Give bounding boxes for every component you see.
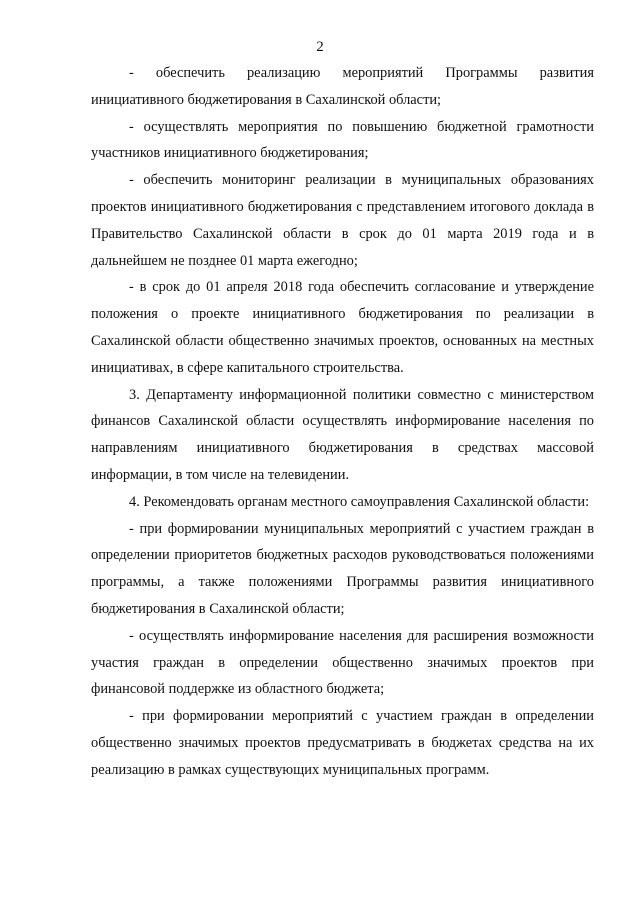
paragraph-department-info-policy: 3. Департаменту информационной политики совместно с министерством финансов Сахалинской области осуществлять информирование населения по направлениям инициативного бюджетирования в средствах массовой информации, в том числе на телевидении. (91, 386, 594, 483)
paragraph-regulation-approval: - в срок до 01 апреля 2018 года обеспечить согласование и утверждение положения о проекте инициативного бюджетирования по реализации в Сахалинской области общественно значимых проектов, основанных на местных инициативах, в сфере капитального строительства. (91, 279, 594, 376)
paragraph-inform-population: - осуществлять информирование населения для расширения возможности участия граждан в определении общественно значимых проектов при финансовой поддержке из областного бюджета; (91, 627, 594, 698)
page-number: 2 (316, 39, 324, 55)
paragraph-implement-program: - обеспечить реализацию мероприятий Программы развития инициативного бюджетирования в Сахалинской области; (91, 65, 594, 108)
paragraph-monitoring: - обеспечить мониторинг реализации в муниципальных образованиях проектов инициативного бюджетирования с представлением итогового доклада в Правительство Сахалинской области в срок до 01 марта 2019 года и в дальнейшем не позднее 01 марта ежегодно; (91, 172, 594, 269)
paragraph-budget-literacy: - осуществлять мероприятия по повышению бюджетной грамотности участников инициативного бюджетирования; (91, 118, 594, 162)
paragraph-municipal-activities: - при формировании муниципальных мероприятий с участием граждан в определении приоритетов бюджетных расходов руководствоваться положениями программы, а также положениями Программы развития инициативного бюджетирования в Сахалинской области; (91, 520, 594, 617)
paragraph-recommend-local-government: 4. Рекомендовать органам местного самоуправления Сахалинской области: (129, 493, 590, 510)
document-body (91, 60, 594, 784)
paragraph-budget-funding: - при формировании мероприятий с участием граждан в определении общественно значимых проектов предусматривать в бюджетах средства на их реализацию в рамках существующих муниципальных программ. (91, 708, 594, 778)
